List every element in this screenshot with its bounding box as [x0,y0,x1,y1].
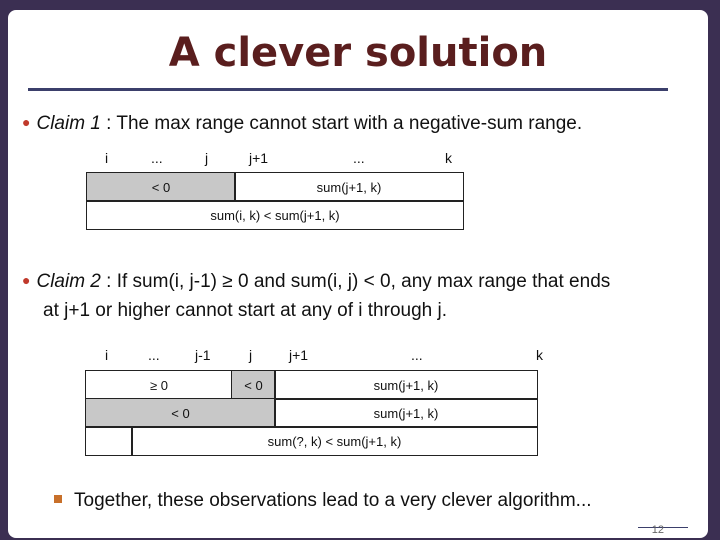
claim1-sum-range: sum(j+1, k) [234,172,464,202]
claim2-bullet [22,266,610,296]
claim2-index-j: j [249,347,253,363]
claim1-index-k: k [445,150,452,166]
slide [8,10,708,538]
claim2-sum-range-1: sum(j+1, k) [274,370,538,400]
claim1-label: Claim 1 [36,113,101,134]
bullet-dot-icon: ● [22,114,31,130]
claim1-bullet [22,108,582,138]
square-bullet-icon [54,495,62,503]
claim2-index-k: k [536,347,543,363]
page-number: 12 [651,524,664,536]
claim2-label: Claim 2 [36,271,101,292]
claim2-prefix-cell [85,426,133,456]
claim2-index-dots2: ... [411,347,423,363]
claim2-index-dots1: ... [148,347,160,363]
claim2-sum-range-2: sum(j+1, k) [274,398,538,428]
claim2-index-j-1: j-1 [195,347,211,363]
slide-title: A clever solution [168,30,548,76]
claim2-total-range: sum(?, k) < sum(j+1, k) [131,426,538,456]
claim2-text-line1: : If sum(i, j-1) ≥ 0 and sum(i, j) < 0, any max range that ends [100,271,611,292]
claim2-nonneg-range: ≥ 0 [85,370,233,400]
bullet-dot-icon: ● [22,272,31,288]
claim2-neg-range: < 0 [85,398,276,428]
claim1-index-dots1: ... [151,150,163,166]
claim1-index-i: i [105,150,109,166]
claim1-neg-range: < 0 [86,172,236,202]
conclusion-text: Together, these observations lead to a very clever algorithm... [74,490,592,511]
claim2-text-line2: at j+1 or higher cannot start at any of i through j. [43,300,447,321]
claim2-index-j1: j+1 [289,347,309,363]
claim2-index-i: i [105,347,109,363]
claim1-index-dots2: ... [353,150,365,166]
claim1-text: : The max range cannot start with a negative-sum range. [100,113,583,134]
claim2-neg-element: < 0 [231,370,276,400]
claim1-index-j: j [205,150,209,166]
claim1-index-j1: j+1 [249,150,269,166]
conclusion-bullet [54,490,592,512]
claim1-total-range: sum(i, k) < sum(j+1, k) [86,200,464,230]
title-underline [28,88,668,91]
